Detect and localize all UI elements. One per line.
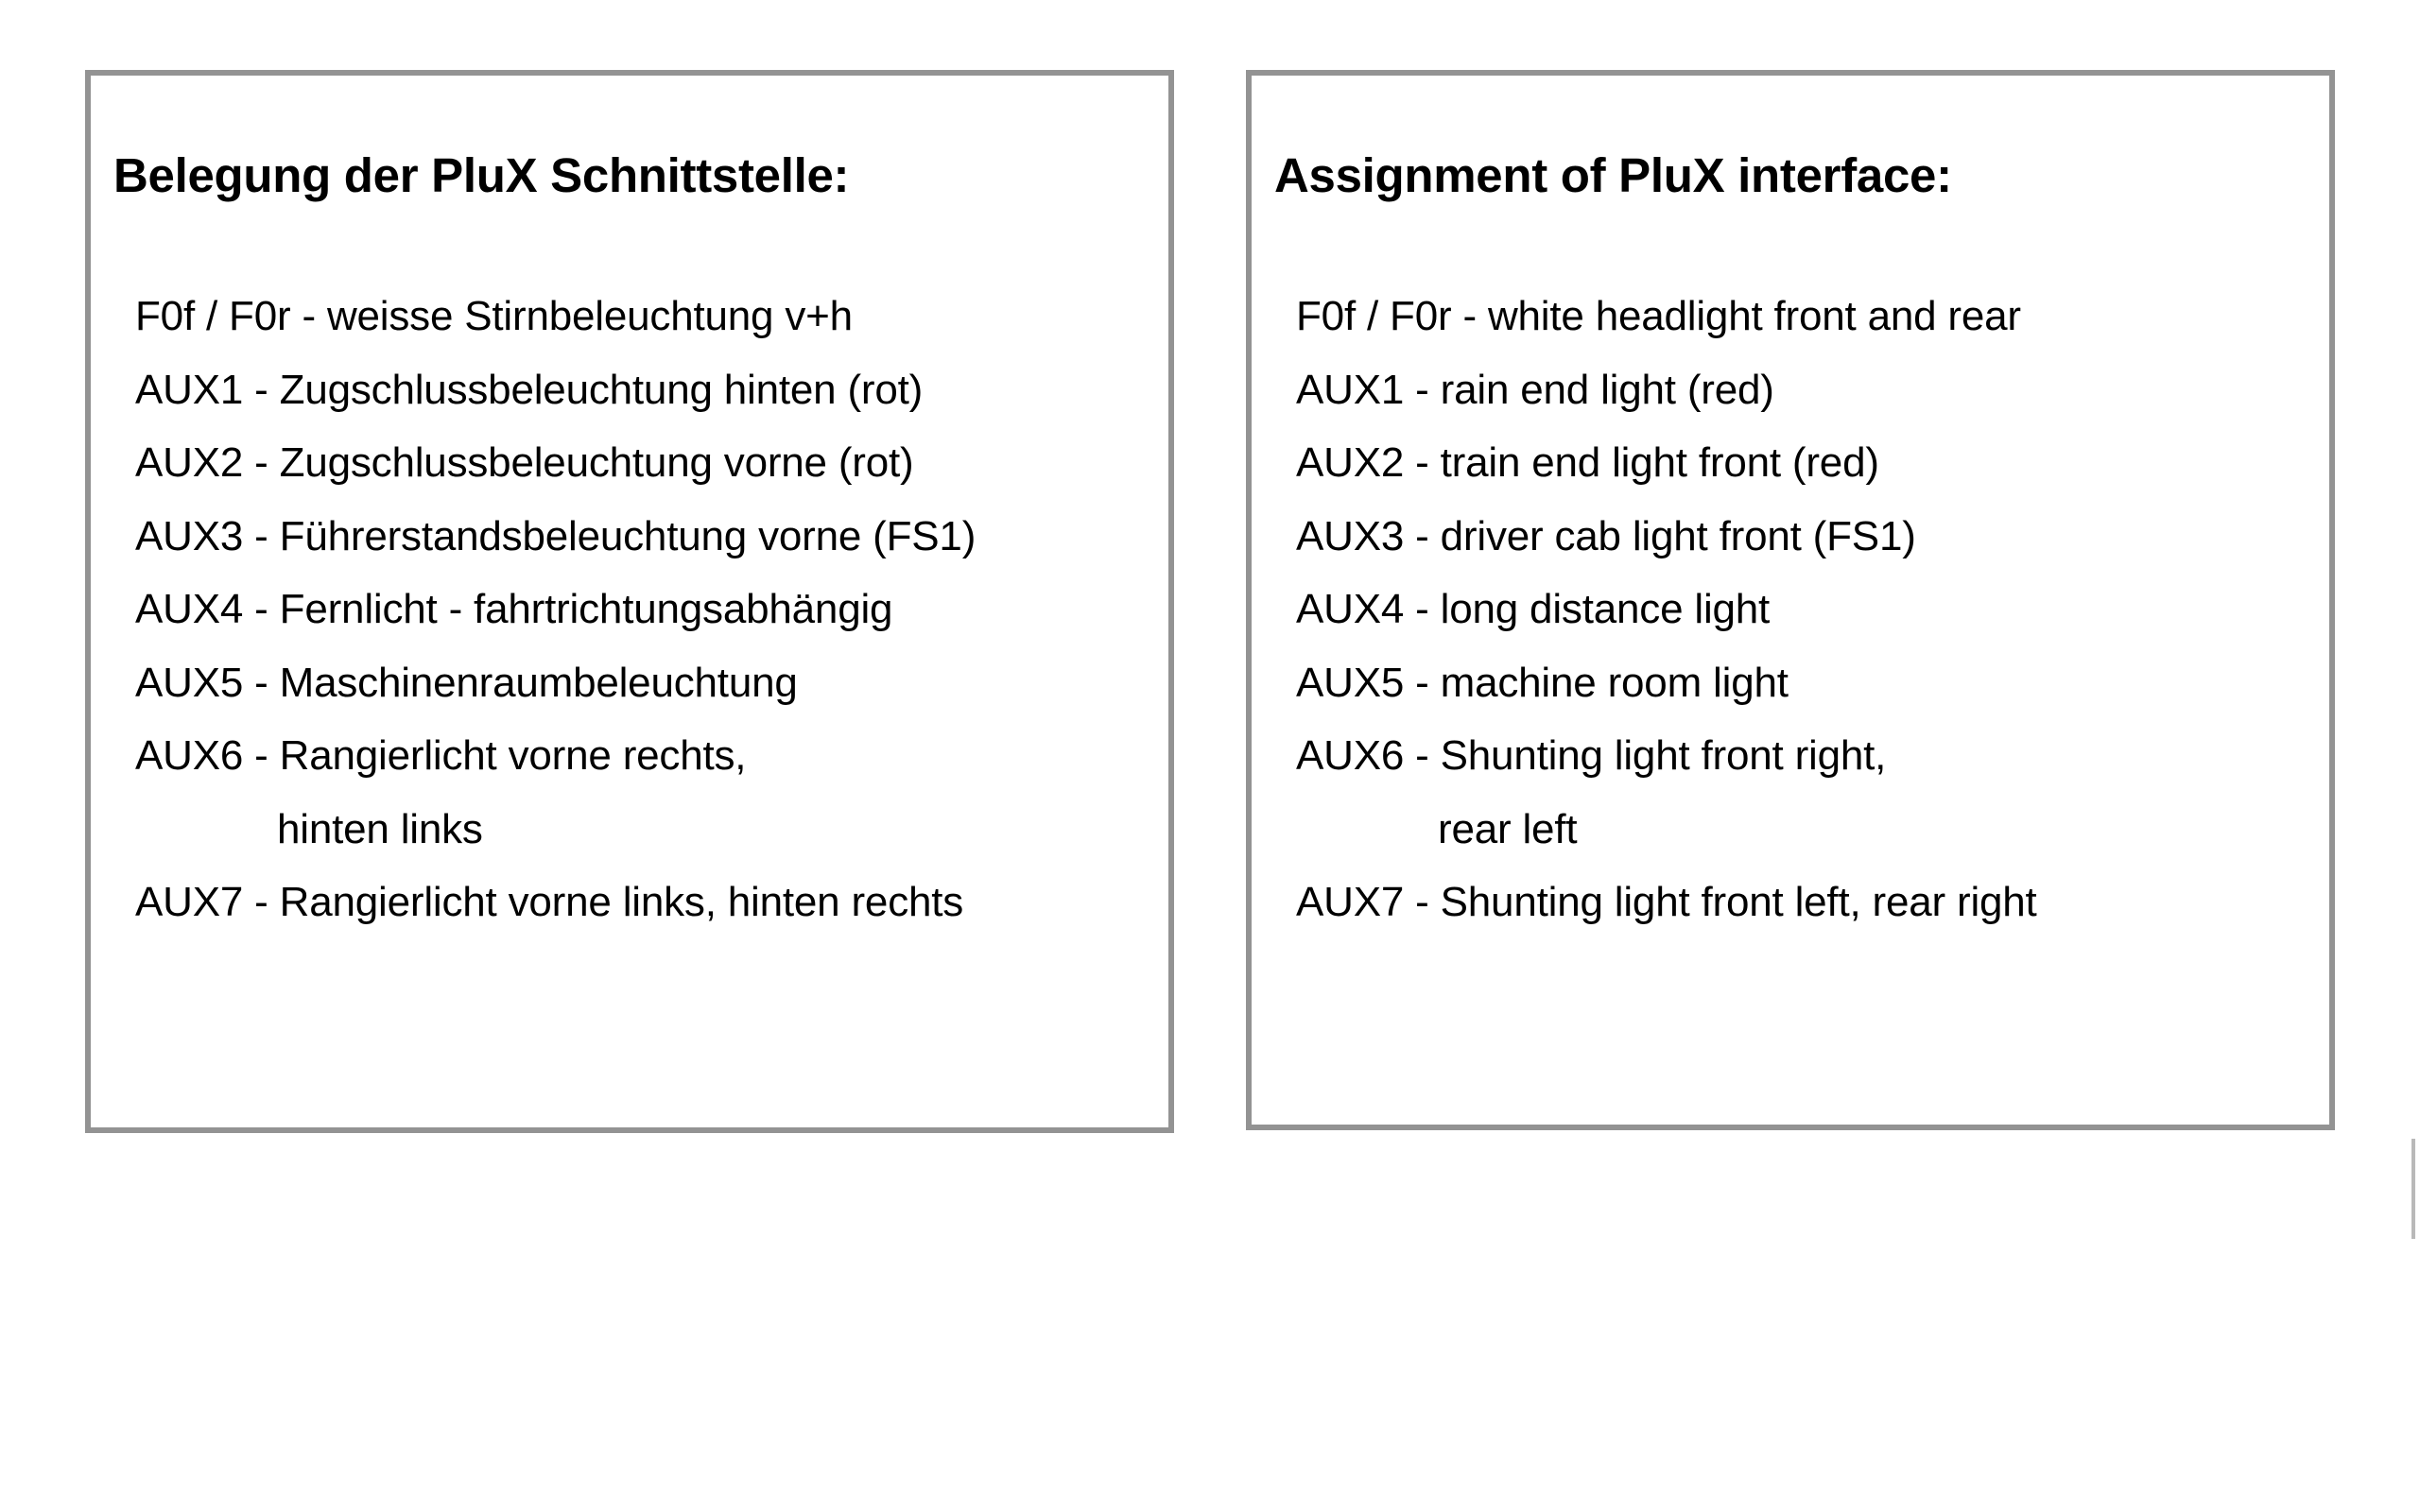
english-title: Assignment of PluX interface: [1274, 148, 1952, 202]
english-entry-continuation: rear left [1438, 805, 1578, 852]
english-entry-aux4 [1296, 573, 2037, 646]
scrollbar-thumb[interactable] [2411, 1139, 2415, 1239]
german-entry-f0 [135, 280, 976, 353]
english-entry-text: AUX3 - driver cab light front (FS1) [1296, 512, 1916, 559]
german-entry-text: AUX4 - Fernlicht - fahrtrichtungsabhängig [135, 586, 893, 632]
german-entry-aux4 [135, 573, 976, 646]
english-entry-text: AUX6 - Shunting light front right, [1296, 732, 1887, 779]
german-entry-aux2 [135, 426, 976, 500]
english-entry-f0 [1296, 280, 2037, 353]
english-entry-text: AUX4 - long distance light [1296, 586, 1771, 632]
german-entry-list [135, 280, 976, 939]
german-entry-text: AUX3 - Führerstandsbeleuchtung vorne (FS1) [135, 512, 977, 559]
german-entry-text: F0f / F0r - weisse Stirnbeleuchtung v+h [135, 293, 853, 339]
german-entry-aux6 [135, 719, 976, 866]
german-entry-text: AUX7 - Rangierlicht vorne links, hinten rechts [135, 879, 964, 925]
english-entry-aux2 [1296, 426, 2037, 500]
english-entry-text: F0f / F0r - white headlight front and rear [1296, 293, 2021, 339]
english-entry-aux7 [1296, 866, 2037, 939]
german-entry-aux3 [135, 500, 976, 574]
english-entry-aux1 [1296, 353, 2037, 427]
english-entry-text: AUX5 - machine room light [1296, 659, 1789, 706]
english-entry-aux6 [1296, 719, 2037, 866]
german-entry-text: AUX2 - Zugschlussbeleuchtung vorne (rot) [135, 439, 914, 486]
german-title: Belegung der PluX Schnittstelle: [113, 148, 850, 202]
english-entry-list [1296, 280, 2037, 939]
english-entry-aux3 [1296, 500, 2037, 574]
english-entry-text: AUX2 - train end light front (red) [1296, 439, 1879, 486]
english-entry-text: AUX1 - rain end light (red) [1296, 366, 1774, 413]
german-entry-text: AUX6 - Rangierlicht vorne rechts, [135, 732, 747, 779]
german-entry-text: AUX5 - Maschinenraumbeleuchtung [135, 659, 798, 706]
german-assignment-box [85, 70, 1174, 1133]
german-entry-aux7 [135, 866, 976, 939]
german-entry-aux1 [135, 353, 976, 427]
german-entry-continuation: hinten links [277, 805, 483, 852]
english-assignment-box [1246, 70, 2335, 1130]
english-entry-text: AUX7 - Shunting light front left, rear right [1296, 879, 2037, 925]
german-entry-aux5 [135, 646, 976, 720]
german-entry-text: AUX1 - Zugschlussbeleuchtung hinten (rot) [135, 366, 924, 413]
english-entry-aux5 [1296, 646, 2037, 720]
